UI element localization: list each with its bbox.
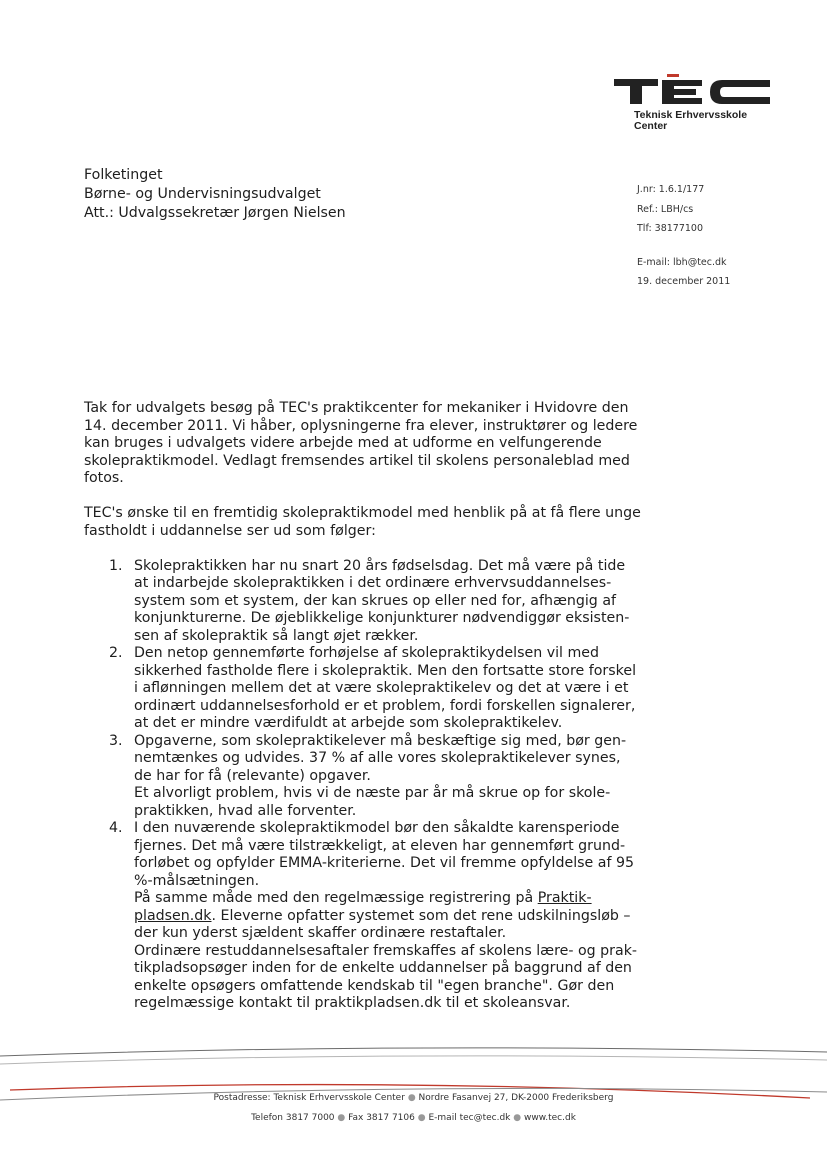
tec-name-line1: Teknisk Erhvervsskole	[634, 109, 748, 121]
list-item	[84, 733, 644, 821]
list-item	[84, 820, 644, 1013]
text-line: sikkerhed fastholde flere i skolepraktik. Men den fortsatte store forskel	[134, 662, 637, 679]
text-line: sen af skolepraktik så langt øjet rækker.	[134, 627, 419, 644]
reference: Ref.: LBH/cs	[637, 203, 694, 215]
letter-date: 19. december 2011	[637, 276, 731, 287]
text-line: Den netop gennemførte forhøjelse af skolepraktikydelsen vil med	[134, 645, 600, 661]
tec-fullname	[634, 110, 772, 132]
text-line: fotos.	[84, 470, 124, 486]
footer-website-link[interactable]: www.tec.dk	[524, 1113, 576, 1123]
text-line: regelmæssige kontakt til praktikpladsen.dk til et skoleansvar.	[134, 995, 571, 1011]
tec-logo	[612, 74, 772, 132]
praktikpladsen-link[interactable]: pladsen.dk	[134, 907, 212, 924]
text-fragment: På samme måde med den regelmæssige registrering på	[134, 890, 538, 906]
text-line: Opgaverne, som skolepraktikelever må beskæftige sig med, bør gen-	[134, 732, 627, 749]
text-fragment: . Eleverne opfatter systemet som det rene udskilningsløb –	[211, 907, 631, 924]
list-number: 1.	[109, 557, 123, 574]
separator-dot-icon: ●	[513, 1113, 522, 1123]
text-line: Tak for udvalgets besøg på TEC's praktikcenter for mekaniker i Hvidovre den	[84, 400, 629, 416]
tec-wordmark-graphic	[612, 74, 772, 106]
tec-name-line2: Center	[634, 120, 668, 132]
text-line: tikpladsopsøger inden for de enkelte uddannelser på baggrund af den	[134, 960, 632, 976]
text-line: 14. december 2011. Vi håber, oplysningerne fra elever, instruktører og ledere	[84, 417, 638, 434]
text-line: Ordinære restuddannelsesaftaler fremskaffes af skolens lære- og prak-	[134, 942, 638, 959]
text-line: at det er mindre værdifuldt at arbejde som skolepraktikelev.	[134, 715, 563, 731]
text-line: enkelte opsøgers omfattende kendskab til "egen branche". Gør den	[134, 977, 615, 994]
footer-email-link[interactable]: E-mail tec@tec.dk	[428, 1113, 511, 1123]
footer-contact-line	[0, 1113, 827, 1123]
recipient-line: Folketinget	[84, 167, 163, 183]
text-line	[134, 890, 644, 908]
journal-number: J.nr: 1.6.1/177	[637, 184, 705, 195]
text-line: ordinært uddannelsesforhold er et problem, fordi forskellen signalerer,	[134, 697, 636, 714]
wish-paragraph	[84, 505, 644, 540]
footer-street: Nordre Fasanvej 27, DK-2000 Frederiksberg	[418, 1093, 614, 1103]
letter-body	[84, 400, 644, 1013]
intro-paragraph	[84, 400, 644, 488]
list-item	[84, 558, 644, 646]
text-line: Skolepraktikken har nu snart 20 års fødselsdag. Det må være på tide	[134, 557, 626, 574]
footer-postal: Postadresse: Teknisk Erhvervsskole Center	[213, 1093, 405, 1103]
list-item	[84, 645, 644, 733]
text-line: skolepraktikmodel. Vedlagt fremsendes artikel til skolens personaleblad med	[84, 452, 630, 469]
text-line: der kun yderst sjældent skaffer ordinære restaftaler.	[134, 925, 507, 941]
text-line: konjunkturerne. De øjeblikkelige konjunkturer nødvendiggør eksisten-	[134, 610, 630, 626]
recipient-line: Børne- og Undervisningsudvalget	[84, 186, 321, 202]
footer-phone: Telefon 3817 7000	[251, 1113, 335, 1123]
text-line: forløbet og opfylder EMMA-kriterierne. Det vil fremme opfyldelse af 95	[134, 855, 635, 871]
email: E-mail: lbh@tec.dk	[637, 256, 727, 268]
recipient-line: Att.: Udvalgssekretær Jørgen Nielsen	[84, 205, 346, 221]
tec-wordmark	[612, 74, 772, 106]
text-line: system som et system, der kan skrues op eller ned for, afhængig af	[134, 592, 617, 609]
reference-block	[637, 180, 730, 292]
praktikpladsen-link[interactable]: Praktik-	[537, 890, 592, 906]
list-number: 3.	[109, 732, 123, 749]
separator-dot-icon: ●	[337, 1113, 346, 1123]
text-line: %-målsætningen.	[134, 872, 260, 889]
separator-dot-icon: ●	[407, 1093, 416, 1103]
footer-address-line	[0, 1093, 827, 1103]
text-line: fjernes. Det må være tilstrækkeligt, at eleven har gennemført grund-	[134, 837, 626, 854]
text-line: praktikken, hvad alle forventer.	[134, 802, 357, 819]
recipient-address	[84, 166, 346, 223]
text-line	[134, 908, 644, 926]
proposal-list	[84, 558, 644, 1013]
text-line: Et alvorligt problem, hvis vi de næste par år må skrue op for skole-	[134, 785, 611, 801]
text-line: de har for få (relevante) opgaver.	[134, 767, 371, 784]
text-line: i aflønningen mellem det at være skolepraktikelev og det at være i et	[134, 680, 629, 696]
phone: Tlf: 38177100	[637, 223, 704, 234]
footer-fax: Fax 3817 7106	[348, 1113, 415, 1123]
text-line: at indarbejde skolepraktikken i det ordinære erhvervsuddannelses-	[134, 575, 612, 591]
text-line: nemtænkes og udvides. 37 % af alle vores skolepraktikelever synes,	[134, 750, 621, 766]
list-number: 2.	[109, 645, 123, 661]
list-number: 4.	[109, 820, 123, 836]
text-line: fastholdt i uddannelse ser ud som følger:	[84, 522, 376, 539]
separator-dot-icon: ●	[417, 1113, 426, 1123]
text-line: kan bruges i udvalgets videre arbejde med at udforme en velfungerende	[84, 435, 602, 451]
text-line: I den nuværende skolepraktikmodel bør den såkaldte karensperiode	[134, 820, 620, 836]
text-line: TEC's ønske til en fremtidig skolepraktikmodel med henblik på at få flere unge	[84, 505, 641, 521]
